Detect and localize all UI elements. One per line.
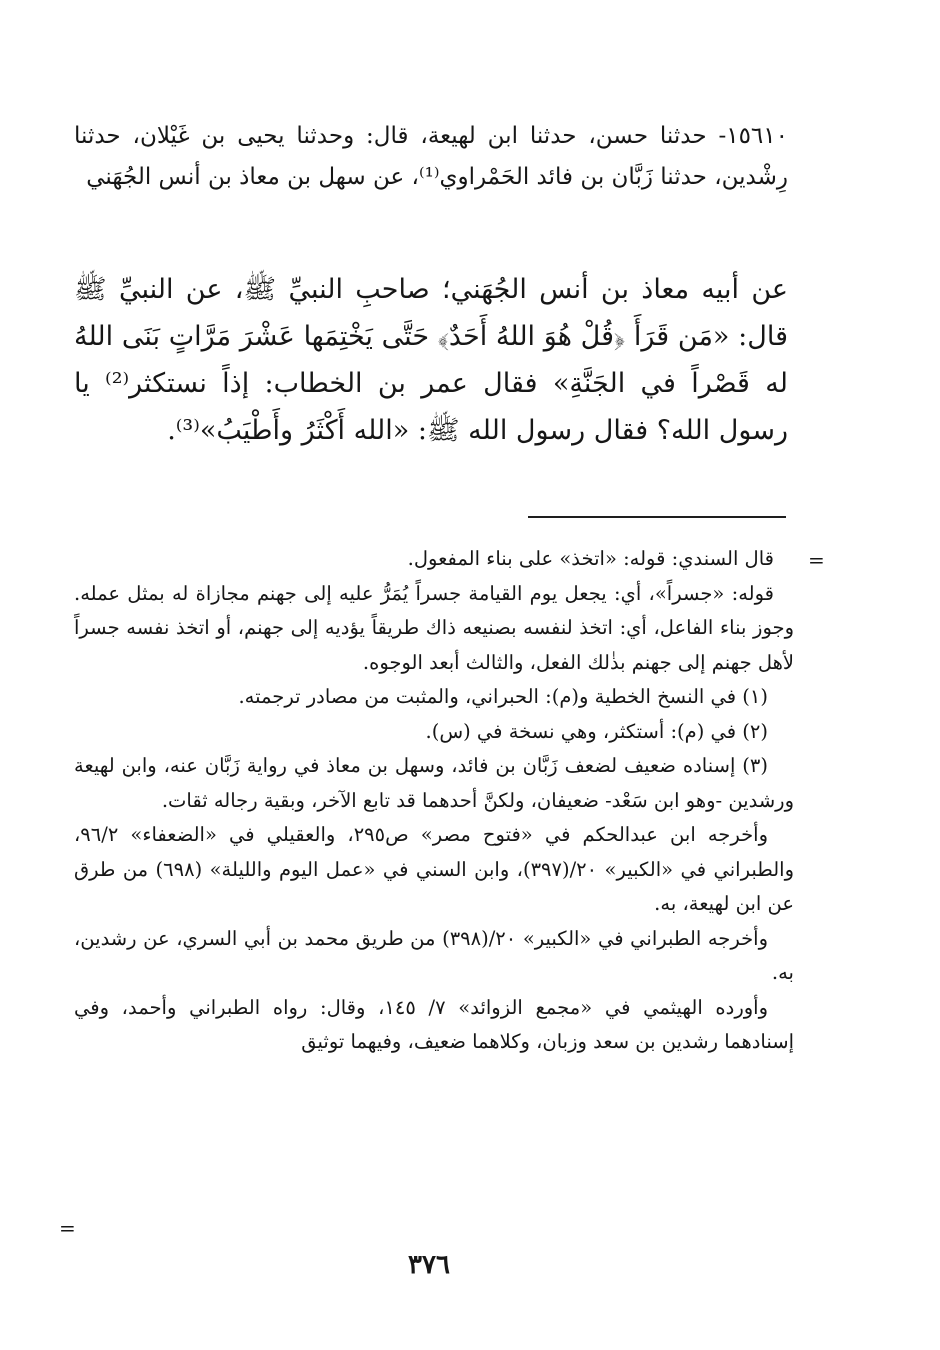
hadith-matn: عن أبيه معاذ بن أنس الجُهَني؛ صاحبِ النبيِّ ﷺ، عن النبيِّ ﷺ قال: «مَن قَرَأَ ﴿قُلْ هُوَ اللهُ أَحَدٌ﴾ حَتَّى يَخْتِمَها عَشْرَ مَرَّاتٍ بَنَى اللهُ له قَصْراً في الجَنَّةِ» فقال عمر بن الخطاب: إذاً نستكثر⁽²⁾ يا رسول الله؟ فقال رسول الله ﷺ: «الله أَكْثَرُ وأَطْيَبُ»⁽³⁾. [74, 274, 788, 446]
footnote-line: وأورده الهيثمي في «مجمع الزوائد» ٧/ ١٤٥، وقال: رواه الطبراني وأحمد، وفي إسنادهما رشدين بن سعد وزبان، وكلاهما ضعيف، وفيهما توثيق [74, 995, 794, 1053]
footnote-1: (١) في النسخ الخطية و(م): الحبراني، والمثبت من مصادر ترجمته. [238, 685, 768, 708]
footnote-continuation-mark: = [808, 548, 825, 572]
footnote-3: (٣) إسناده ضعيف لضعف زَبَّان بن فائد، وسهل بن معاذ في رواية زَبَّان عنه، وابن لهيعة ورشدين -وهو ابن سَعْد- ضعيفان، ولكنَّ أحدهما قد تابع الآخر، وبقية رجاله ثقات. [74, 754, 794, 812]
footnote-line: وأخرجه الطبراني في «الكبير» ٢٠/(٣٩٨) من طريق محمد بن أبي السري، عن رشدين، به. [74, 926, 794, 984]
footnote-line: قال السندي: قوله: «اتخذ» على بناء المفعول. [407, 547, 774, 570]
footnote-2: (٢) في (م): أستكثر، وهي نسخة في (س). [425, 719, 768, 743]
hadith-isnad: ١٥٦١٠- حدثنا حسن، حدثنا ابن لهيعة، قال: وحدثنا يحيى بن غَيْلان، حدثنا رِشْدين، حدثنا زَبَّان بن فائد الحَمْراوي⁽¹⁾، عن سهل بن معاذ بن أنس الجُهَني [74, 123, 788, 190]
page-number: ٣٧٦ [408, 1250, 450, 1280]
footnote-end-continuation-mark: = [59, 1216, 76, 1240]
footnote-line: وأخرجه ابن عبدالحكم في «فتوح مصر» ص٢٩٥، والعقيلي في «الضعفاء» ٩٦/٢، والطبراني في «الكبير» ٢٠/(٣٩٧)، وابن السني في «عمل اليوم والليلة» (٦٩٨) من طرق عن ابن لهيعة، به. [74, 823, 794, 915]
footnotes [74, 542, 794, 1060]
footnote-divider [528, 516, 786, 518]
footnote-line: قوله: «جسراً»، أي: يجعل يوم القيامة جسراً يُمَرُّ عليه إلى جهنم مجازاة له بمثل عمله. وجوز بناء الفاعل، أي: اتخذ لنفسه بصنيعه ذاك طريقاً يؤديه إلى جهنم، أو اتخذ نفسه جسراً لأهل جهنم إلى جهنم بذٰلك الفعل، والثالث أبعد الوجوه. [74, 581, 794, 674]
